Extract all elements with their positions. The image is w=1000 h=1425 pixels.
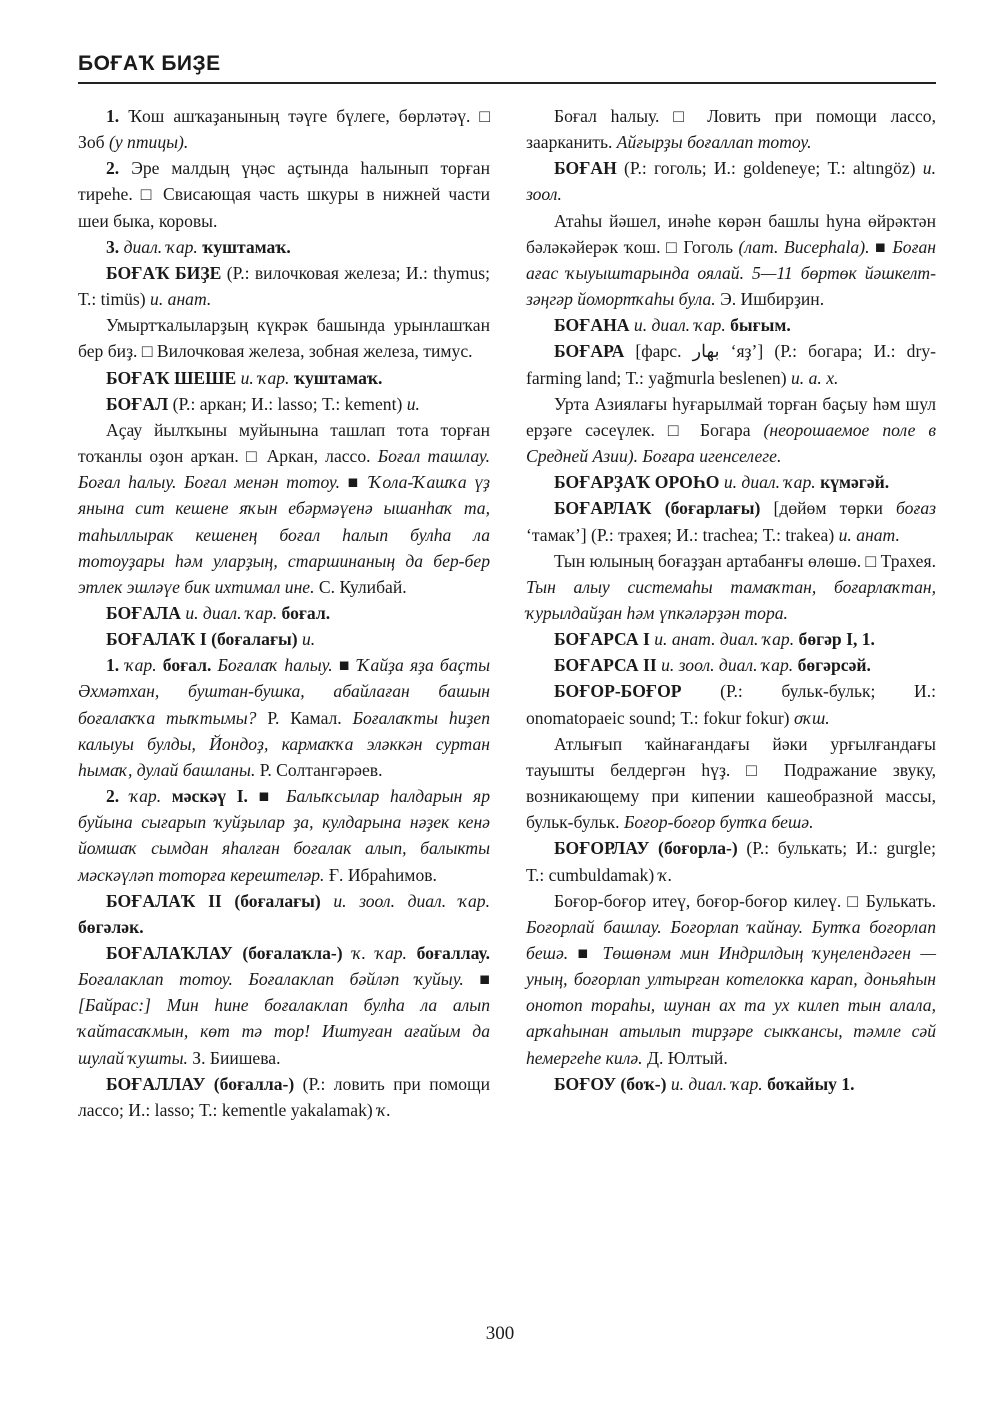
entry-text: ■: [568, 943, 603, 963]
entry-text: Ҡош ашҡаҙанының тәүге бүлеге, бөрләтәү. □ Зоб: [78, 106, 490, 153]
entry-bold-text: БОҒОР-БОҒОР: [554, 681, 682, 702]
entry-italic-text: [Байрас:] Мин һине боғалаклап булһа ла алып ҡайтасаҡмын, көт тә тор! Иштуған ағайым да шулай ҡушты.: [78, 995, 490, 1068]
entry-bold-text: ҡуштамаҡ.: [202, 236, 291, 257]
entry-text: ‘тамак’] (Р.: трахея; И.: trachea; Т.: trakea): [526, 524, 839, 545]
dictionary-paragraph: [78, 600, 490, 626]
entry-italic-text: Айғырҙы боғаллап тотоу.: [616, 132, 812, 153]
entry-italic-text: Боғор-боғор бутҡа бешә.: [623, 812, 814, 833]
entry-bold-text: 1.: [106, 655, 126, 676]
dictionary-paragraph: [78, 1071, 490, 1123]
entry-italic-text: Боғалаҡ һалыу.: [211, 655, 333, 676]
entry-bold-text: БОҒАРА: [554, 341, 625, 362]
entry-bold-text: боғал.: [162, 655, 212, 676]
entry-text: ■: [247, 786, 287, 807]
right-column: [526, 103, 936, 1097]
entry-text: Атаһы йәшел, инәһе көрән башлы һуна өйрәктән бәләкәйерәк ҡош. □ Гоголь: [526, 210, 936, 257]
entry-italic-text: и. диал. ҡар.: [629, 315, 731, 336]
entry-italic-text: ҡ.: [377, 1099, 391, 1120]
entry-italic-text: Боғалаклап тотоу. Боғалаклап бәйләп ҡуйыу.: [78, 969, 464, 990]
dictionary-paragraph: [78, 155, 490, 233]
dictionary-paragraph: [78, 260, 490, 312]
entry-italic-text: (лат. Bucephala).: [738, 236, 870, 257]
entry-text: ■: [869, 236, 893, 257]
entry-bold-text: БОҒАН: [554, 158, 617, 179]
dictionary-paragraph: [78, 234, 490, 260]
entry-text: Умыртҡалыларҙың күкрәк башында урынлашҡан бер биҙ. □ Вилочковая железа, зобная железа, тимус.: [78, 315, 490, 362]
entry-italic-text: диал. ҡар.: [123, 236, 203, 257]
entry-bold-text: бөгәр I, 1.: [798, 629, 875, 650]
entry-bold-text: ҡуштамаҡ.: [293, 367, 383, 388]
dictionary-paragraph: [78, 391, 490, 417]
entry-text: Ғ. Ибраһимов.: [324, 864, 437, 885]
entry-italic-text: и. анат.: [150, 289, 212, 310]
entry-text: ■: [332, 655, 358, 676]
dictionary-paragraph: [78, 312, 490, 364]
entry-text: (Р.: гоголь; И.: goldeneye; Т.: altıngöz): [616, 158, 923, 179]
entry-bold-text: БОҒОРЛАУ (боғорла-): [554, 838, 738, 859]
entry-text: (Р.: вилочковая железа; И.: thymus; Т.: timüs): [78, 262, 490, 310]
entry-bold-text: боҡайыу 1.: [767, 1073, 855, 1094]
entry-text: Д. Юлтый.: [642, 1047, 728, 1068]
entry-italic-text: и. а. х.: [791, 367, 839, 388]
entry-bold-text: БОҒАЛАҠ I (боғалағы): [106, 629, 298, 650]
dictionary-paragraph: [78, 417, 490, 600]
entry-bold-text: боғал.: [281, 602, 331, 623]
dictionary-paragraph: [78, 626, 490, 652]
entry-italic-text: и. зоол. диал. ҡар.: [656, 655, 798, 676]
entry-text: (Р.: булькать; И.: gurgle; Т.: cumbuldamak): [526, 838, 936, 885]
entry-text: Эре малдың үңәс аҫтында һалынып торған тиреһе. □ Свисающая часть шкуры в нижней части шеи быка, коровы.: [78, 158, 491, 231]
entry-italic-text: и.: [406, 393, 420, 414]
entry-bold-text: БОҒАҠ БИҘЕ: [106, 262, 222, 283]
entry-text: Боғал һалыу. □ Ловить при помощи лассо, заарканить.: [526, 106, 936, 153]
entry-italic-text: (у птицы).: [108, 132, 189, 153]
dictionary-paragraph: [78, 652, 490, 783]
entry-italic-text: и.: [297, 629, 316, 650]
entry-text: [фарс. بهار ‘яҙ’] (Р.: богара; И.: dry-farming land; Т.: yağmurla beslenen): [526, 341, 936, 388]
entry-text: (Р.: ловить при помощи лассо; И.: lasso; Т.: kementle yakalamak): [78, 1073, 491, 1120]
entry-italic-text: и. диал. ҡар.: [719, 472, 821, 493]
entry-text: ■: [463, 969, 491, 990]
entry-bold-text: БОҒАЛАҠЛАУ (боғалаҡла-): [106, 943, 343, 963]
dictionary-paragraph: [78, 365, 490, 391]
entry-bold-text: бығым.: [730, 315, 791, 336]
entry-bold-text: БОҒАЛАҠ II (боғалағы): [106, 890, 321, 911]
entry-text: Э. Ишбирҙин.: [715, 289, 825, 310]
entry-bold-text: бөгәләк.: [78, 916, 144, 937]
entry-text: [дөйөм төрки: [760, 498, 897, 519]
entry-text: С. Кулибай.: [314, 576, 407, 597]
dictionary-paragraph: [526, 835, 936, 887]
running-head: БОҒАҠ БИҘЕ: [78, 52, 221, 75]
entry-italic-text: ҡар.: [129, 786, 172, 807]
dictionary-paragraph: [526, 1071, 936, 1097]
dictionary-paragraph: [78, 888, 490, 940]
entry-italic-text: Боғал ташлау. Боғал һалыу. Боғал менән тотоу.: [78, 446, 490, 493]
dictionary-paragraph: [526, 652, 936, 678]
entry-text: Атлығып ҡайнағандағы йәки урғылғандағы тауышты белдергән һүҙ. □ Подражание звуку, возникающему при кипении кашеобразной массы, бульк-бульк.: [526, 733, 936, 833]
page-number: 300: [485, 1323, 515, 1344]
entry-italic-text: и. ҡар.: [236, 367, 294, 388]
entry-text: (Р.: аркан; И.: lasso; Т.: kement): [168, 393, 407, 414]
left-column: [78, 103, 490, 1123]
entry-bold-text: мәскәү I.: [171, 786, 248, 807]
dictionary-paragraph: [78, 783, 490, 888]
dictionary-paragraph: [526, 495, 936, 547]
entry-italic-text: боғаз: [896, 498, 936, 519]
entry-italic-text: Боғалаҡты һиҙеп калыуы булды, Йондоҙ, кармаҡҡа эләккән суртан һымаҡ, дулай башланы.: [78, 707, 490, 780]
dictionary-paragraph: [526, 208, 936, 313]
entry-bold-text: БОҒАРСА II: [554, 655, 657, 676]
entry-text: Боғор-боғор итеү, боғор-боғор килеү. □ Булькать.: [554, 890, 936, 911]
entry-italic-text: Боғорлай башлау. Боғорлап ҡайнау. Бутҡа боғорлап бешә.: [526, 916, 936, 963]
entry-bold-text: 1.: [106, 106, 129, 126]
entry-italic-text: Балыҡсылар һалдарын яр буйына сығарып ҡуйҙылар ҙа, кулдарына нәҙек кенә йомшаҡ сымдан яһалған боғалак алып, балыкты мәскәүләп тоторға керештеләр.: [78, 786, 490, 885]
entry-italic-text: и. анат. диал. ҡар.: [649, 629, 799, 650]
entry-bold-text: БОҒАНА: [554, 315, 630, 336]
entry-italic-text: и. анат.: [838, 524, 900, 545]
entry-text: Р. Камал.: [256, 707, 353, 728]
dictionary-paragraph: [526, 312, 936, 338]
entry-bold-text: БОҒАЛЛАУ (боғалла-): [106, 1073, 295, 1094]
entry-italic-text: и. зоол.: [526, 158, 936, 205]
entry-bold-text: 2.: [106, 158, 132, 179]
entry-italic-text: Тын алыу системаһы тамаҡтан, боғарлаҡтан, ҡурылдайҙан һәм үпкәләрҙән тора.: [526, 576, 936, 623]
entry-text: ■: [340, 472, 370, 493]
entry-italic-text: и. зоол. диал. ҡар.: [320, 890, 490, 911]
dictionary-paragraph: [526, 155, 936, 207]
dictionary-paragraph: [526, 103, 936, 155]
entry-italic-text: ҡ. ҡар.: [342, 943, 417, 963]
dictionary-paragraph: [78, 940, 490, 1071]
entry-text: Урта Азиялағы һуғарылмай торған баҫыу һәм шул ерҙәге сәсеүлек. □ Богара: [526, 393, 936, 440]
entry-bold-text: БОҒАЛА: [106, 602, 181, 623]
entry-italic-text: (неорошаемое поле в Средней Азии). Боғара игенселеге.: [526, 419, 936, 467]
entry-bold-text: БОҒАРЛАҠ (боғарлағы): [554, 498, 761, 519]
dictionary-paragraph: [526, 888, 936, 1071]
dictionary-paragraph: [526, 338, 936, 390]
entry-italic-text: ҡ.: [658, 864, 673, 885]
entry-text: Р. Солтангәрәев.: [255, 759, 383, 780]
dictionary-paragraph: [526, 469, 936, 495]
dictionary-paragraph: [78, 103, 490, 155]
entry-bold-text: күмәгәй.: [820, 472, 890, 493]
entry-italic-text: ҡар.: [125, 655, 163, 676]
entry-bold-text: бөгәрсәй.: [797, 655, 871, 676]
header-rule: [78, 82, 936, 84]
dictionary-paragraph: [526, 626, 936, 652]
entry-italic-text: Төшөнәм мин Индрилдың ҡуңелендәген — уның, боғорлап ултырған котелокка карап, доньяһын онотоп тораһы, шунан ах та ух килеп тын алала, арҡаһынан атылып тирҙәре сыкҡансы, тәмле сәй һемергеһе килә.: [526, 943, 936, 1068]
entry-italic-text: и. диал. ҡар.: [666, 1073, 768, 1094]
dictionary-paragraph: [526, 548, 936, 626]
entry-bold-text: БОҒОУ (боҡ-): [554, 1073, 667, 1094]
entry-bold-text: БОҒАҠ ШЕШЕ: [106, 367, 237, 388]
entry-italic-text: оҡш.: [793, 707, 830, 728]
entry-italic-text: Ҡола-Ҡашҡа үҙ янына сит кешене яҡын ебәрмәүенә ышанһаҡ та, таһыллырак кешенең боғал һалып булһа ла тотоуҙары һәм уларҙың, старшинаның да бер-бер этлек эшләүе бик ихтимал ине.: [78, 472, 490, 597]
entry-italic-text: Ҡайҙа яҙа баҫты Әхмәтхан, буштан-бушка, абайлаған башын боғалаҡҡа тыҡтымы?: [78, 655, 490, 728]
entry-bold-text: 2.: [106, 786, 130, 807]
entry-bold-text: боғаллау.: [416, 943, 490, 963]
dictionary-paragraph: [526, 678, 936, 730]
entry-bold-text: 3.: [106, 236, 124, 257]
entry-text: (Р.: бульк-бульк; И.: onomatopaeic sound; Т.: fokur fokur): [526, 681, 936, 728]
entry-text: З. Биишева.: [187, 1047, 281, 1068]
entry-bold-text: БОҒАРҘАҠ ОРОҺО: [554, 472, 720, 493]
entry-text: Аҫау йылҡыны муйынына ташлап тота торған тоҡанлы оҙон арҡан. □ Аркан, лассо.: [78, 419, 490, 467]
entry-italic-text: Боған ағас ҡыуыштарында оялай. 5—11 бөртөк йәшкелт-зәңгәр йомортҡаһы була.: [526, 236, 936, 310]
entry-italic-text: и. диал. ҡар.: [180, 602, 282, 623]
entry-text: Тын юлының боғаҙҙан артабанғы өлөшө. □ Трахея.: [554, 550, 936, 571]
entry-bold-text: БОҒАРСА I: [554, 629, 650, 650]
dictionary-paragraph: [526, 731, 936, 836]
dictionary-paragraph: [526, 391, 936, 469]
entry-bold-text: БОҒАЛ: [106, 393, 169, 414]
